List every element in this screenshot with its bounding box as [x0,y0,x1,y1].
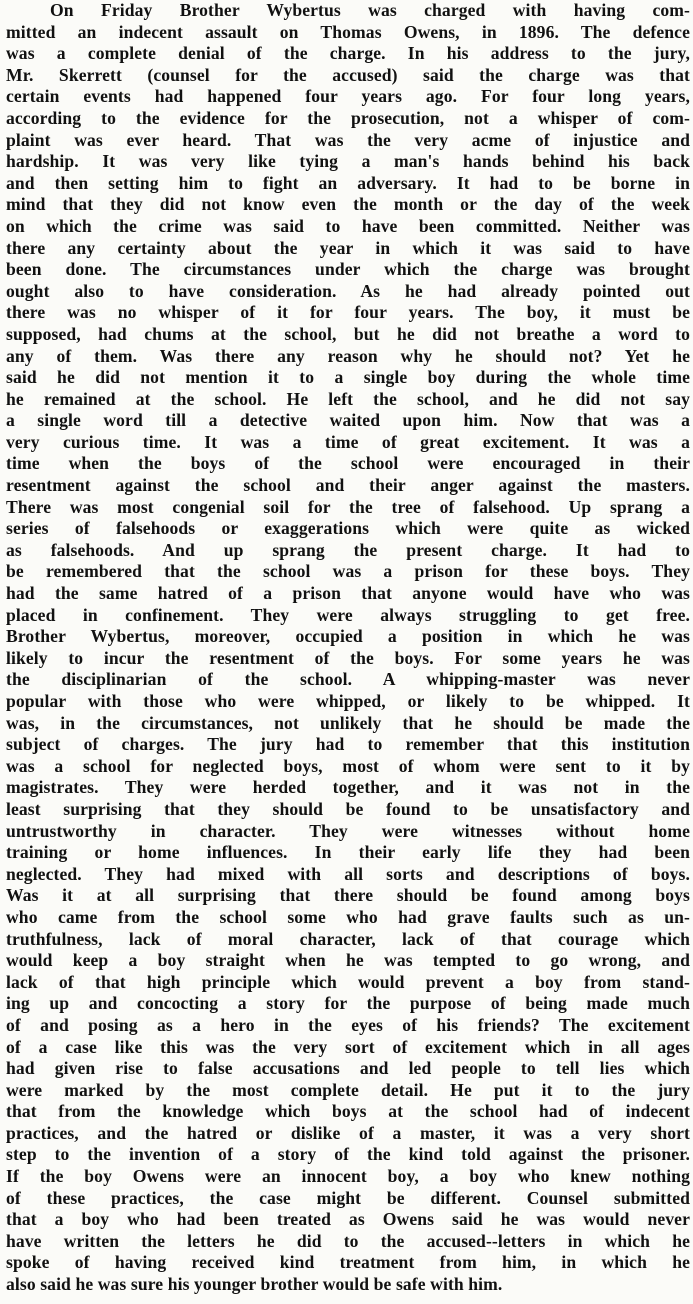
text-line: resentment against the school and their anger against the masters. [6,475,690,496]
text-line: was a school for neglected boys, most of whom were sent to it by [6,755,690,776]
text-line: was a complete denial of the charge. In his address to the jury, [6,43,690,64]
text-line: had the same hatred of a prison that anyone would have who was [6,583,690,604]
text-line: he remained at the school. He left the school, and he did not say [6,388,690,409]
text-line: the disciplinarian of the school. A whipping-master was never [6,669,690,690]
text-line: Brother Wybertus, moreover, occupied a position in which he was [6,626,690,647]
text-line: supposed, had chums at the school, but he did not breathe a word to [6,323,690,344]
text-line: and then setting him to fight an adversary. It had to be borne in [6,172,690,193]
text-line: neglected. They had mixed with all sorts and descriptions of boys. [6,863,690,884]
text-line: there was no whisper of it for four years. The boy, it must be [6,302,690,323]
text-line: magistrates. They were herded together, and it was not in the [6,777,690,798]
text-line: time when the boys of the school were encouraged in their [6,453,690,474]
text-line: very curious time. It was a time of great excitement. It was a [6,431,690,452]
text-line: according to the evidence for the prosecution, not a whisper of com- [6,107,690,128]
text-line: Mr. Skerrett (counsel for the accused) said the charge was that [6,64,690,85]
text-line: lack of that high principle which would prevent a boy from stand- [6,971,690,992]
text-line: On Friday Brother Wybertus was charged with having com- [50,0,690,20]
text-line: of these practices, the case might be different. Counsel submitted [6,1187,690,1208]
text-line: subject of charges. The jury had to remember that this institution [6,734,690,755]
text-line: that from the knowledge which boys at the school had of indecent [6,1101,690,1122]
text-line: certain events had happened four years ago. For four long years, [6,86,690,107]
text-line: least surprising that they should be found to be unsatisfactory and [6,798,690,819]
text-line: training or home influences. In their early life they had been [6,842,690,863]
text-line: of a case like this was the very sort of excitement which in all ages [6,1036,690,1057]
text-line: a single word till a detective waited upon him. Now that was a [6,410,690,431]
text-line: spoke of having received kind treatment from him, in which he [6,1252,690,1273]
text-line: would keep a boy straight when he was tempted to go wrong, and [6,950,690,971]
text-line: on which the crime was said to have been committed. Neither was [6,215,690,236]
text-line: have written the letters he did to the accused--letters in which he [6,1230,690,1251]
text-line: that a boy who had been treated as Owens said he was would never [6,1209,690,1230]
text-line: hardship. It was very like tying a man's hands behind his back [6,151,690,172]
text-line: step to the invention of a story of the kind told against the prisoner. [6,1144,690,1165]
text-line: been done. The circumstances under which the charge was brought [6,259,690,280]
text-line: said he did not mention it to a single boy during the whole time [6,367,690,388]
text-line: Was it at all surprising that there should be found among boys [6,885,690,906]
text-line: were marked by the most complete detail. He put it to the jury [6,1079,690,1100]
article-text [6,0,690,1296]
text-line: mitted an indecent assault on Thomas Owens, in 1896. The defence [6,21,690,42]
text-line: untrustworthy in character. They were witnesses without home [6,820,690,841]
text-line: also said he was sure his younger brother would be safe with him. [6,1274,503,1295]
text-line: plaint was ever heard. That was the very acme of injustice and [6,129,690,150]
text-line: popular with those who were whipped, or likely to be whipped. It [6,691,690,711]
text-line: placed in confinement. They were always struggling to get free. [6,604,690,625]
text-line: as falsehoods. And up sprang the present charge. It had to [6,539,690,560]
text-line: If the boy Owens were an innocent boy, a boy who knew nothing [6,1166,690,1187]
text-line: mind that they did not know even the month or the day of the week [6,194,690,215]
text-line: was, in the circumstances, not unlikely that he should be made the [6,712,690,733]
text-line: there any certainty about the year in which it was said to have [6,237,690,258]
text-line: who came from the school some who had grave faults such as un- [6,906,690,927]
text-line: any of them. Was there any reason why he should not? Yet he [6,345,690,366]
text-line: There was most congenial soil for the tree of falsehood. Up sprang a [6,496,690,517]
text-line: likely to incur the resentment of the boys. For some years he was [6,647,690,668]
text-line: had given rise to false accusations and led people to tell lies which [6,1058,690,1079]
text-line: be remembered that the school was a prison for these boys. They [6,561,690,582]
text-line: ought also to have consideration. As he had already pointed out [6,280,690,301]
text-line: series of falsehoods or exaggerations which were quite as wicked [6,518,690,539]
text-line: ing up and concocting a story for the purpose of being made much [6,993,690,1014]
text-line: practices, and the hatred or dislike of a master, it was a very short [6,1122,690,1143]
text-line: of and posing as a hero in the eyes of his friends? The excitement [6,1014,690,1035]
text-line: truthfulness, lack of moral character, lack of that courage which [6,928,690,949]
